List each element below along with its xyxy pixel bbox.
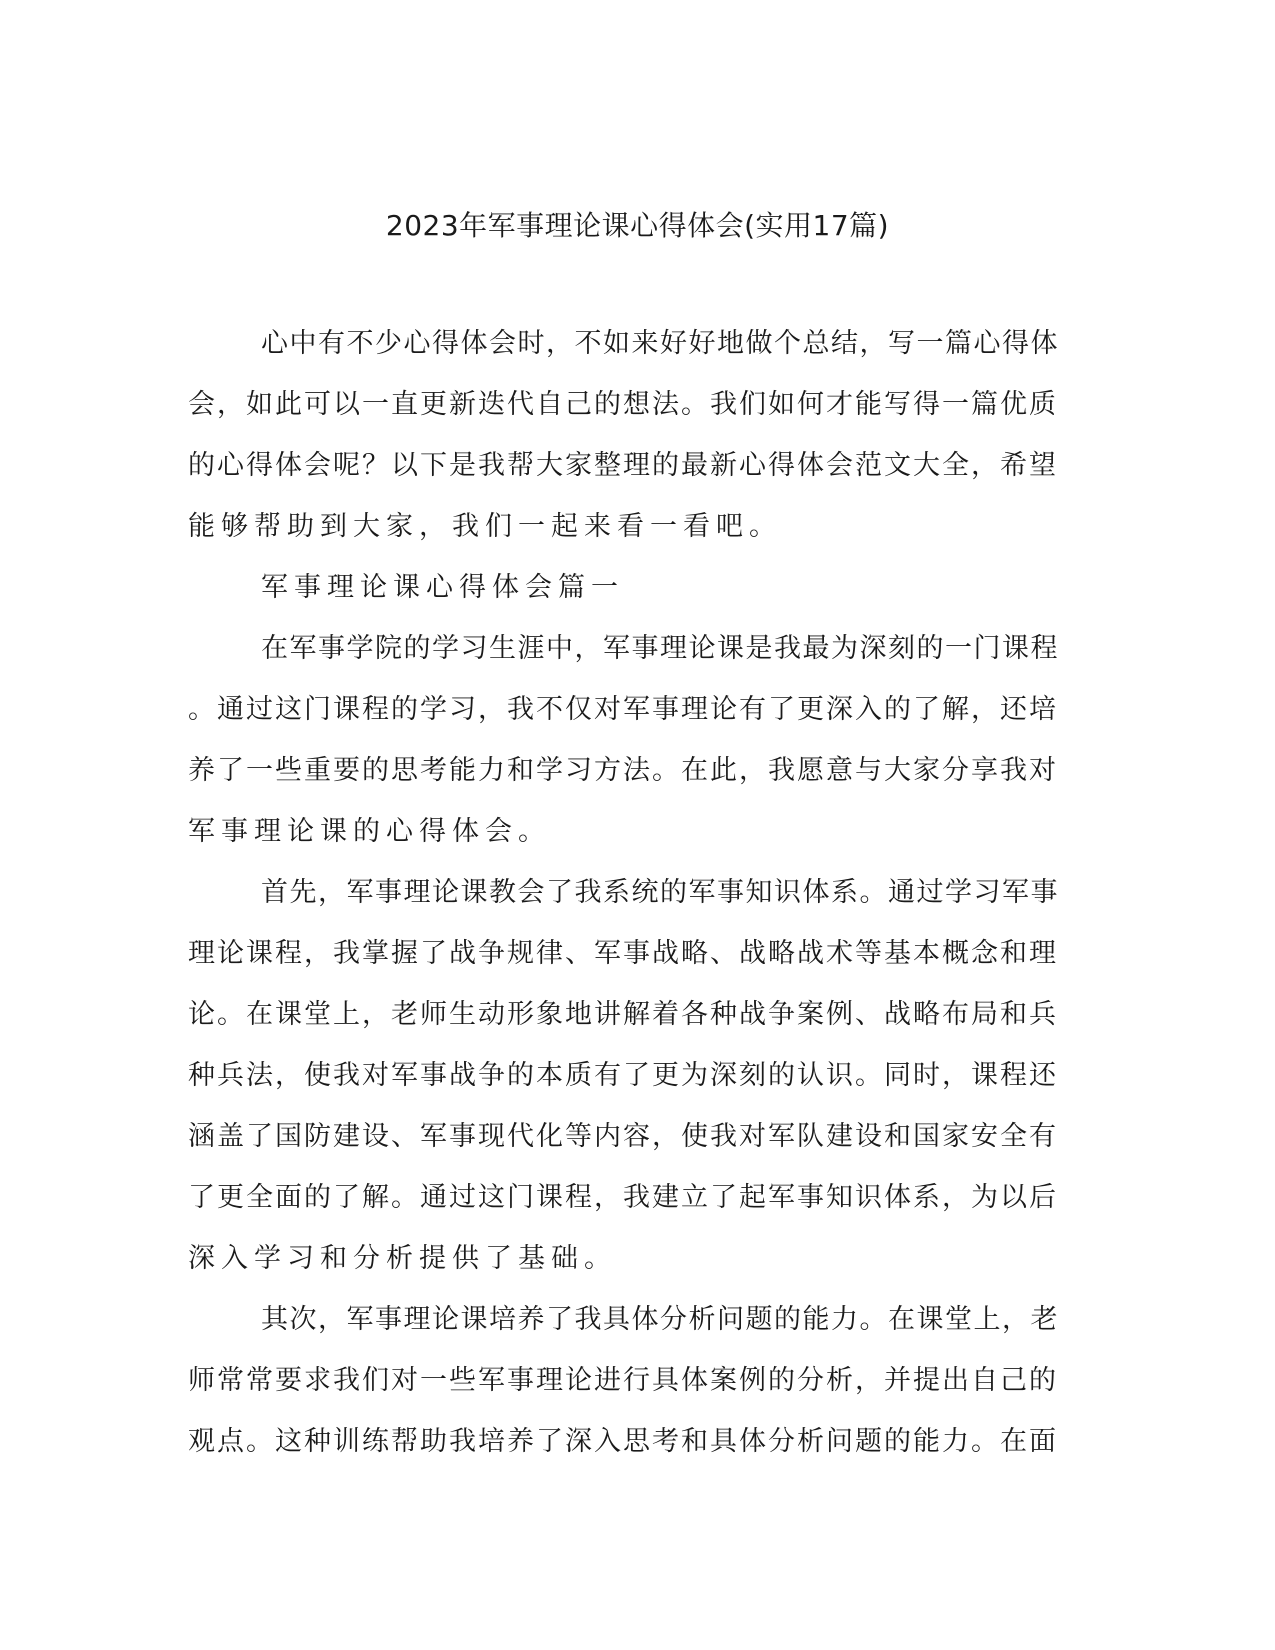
text-line: 会，如此可以一直更新迭代自己的想法。我们如何才能写得一篇优质 [188,389,1058,420]
text-line: 了更全面的了解。通过这门课程，我建立了起军事知识体系，为以后 [188,1182,1058,1213]
text-line: 军事理论课的心得体会。 [188,816,551,847]
text-line: 师常常要求我们对一些军事理论进行具体案例的分析，并提出自己的 [188,1365,1058,1396]
document-body [188,328,1068,1487]
text-line: 在军事学院的学习生涯中，军事理论课是我最为深刻的一门课程 [261,633,1059,664]
text-line: 其次，军事理论课培养了我具体分析问题的能力。在课堂上，老 [261,1304,1059,1335]
text-line: 心中有不少心得体会时，不如来好好地做个总结，写一篇心得体 [261,328,1059,359]
text-line: 养了一些重要的思考能力和学习方法。在此，我愿意与大家分享我对 [188,755,1058,786]
text-line: 能够帮助到大家，我们一起来看一看吧。 [188,511,782,542]
text-line: 种兵法，使我对军事战争的本质有了更为深刻的认识。同时，课程还 [188,1060,1058,1091]
text-line: 论。在课堂上，老师生动形象地讲解着各种战争案例、战略布局和兵 [188,999,1058,1030]
section-heading: 军事理论课心得体会篇一 [261,572,624,603]
text-line: 理论课程，我掌握了战争规律、军事战略、战略战术等基本概念和理 [188,938,1058,969]
text-line: 观点。这种训练帮助我培养了深入思考和具体分析问题的能力。在面 [188,1426,1058,1457]
document-title: 2023年军事理论课心得体会(实用17篇) [385,209,890,242]
text-line: 的心得体会呢？以下是我帮大家整理的最新心得体会范文大全，希望 [188,450,1058,481]
text-line: 深入学习和分析提供了基础。 [188,1243,617,1274]
text-line: 。通过这门课程的学习，我不仅对军事理论有了更深入的了解，还培 [188,694,1058,725]
text-line: 涵盖了国防建设、军事现代化等内容，使我对军队建设和国家安全有 [188,1121,1058,1152]
text-line: 首先，军事理论课教会了我系统的军事知识体系。通过学习军事 [261,877,1059,908]
